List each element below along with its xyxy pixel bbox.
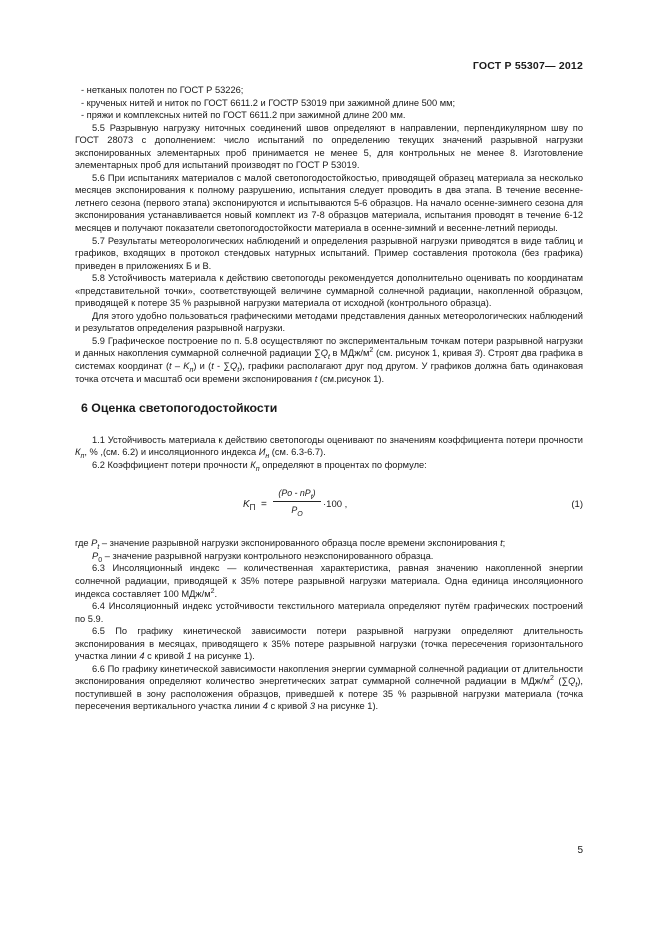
page-number: 5 <box>577 845 583 856</box>
document-body <box>75 84 583 713</box>
formula-1 <box>75 487 583 533</box>
formula-denominator: $P_O$ <box>291 505 303 519</box>
paragraph-5-6: 5.6 При испытаниях материалов с малой светопогодостойкостью, приводящей образец материала за несколько месяцев экспонирования к полному разрушению, испытания следует проводить в два этапа. В течение весенне-летнего сезона (первого этапа) экспонируются и испытываются 5-6 образцов. На начало осенне-зимнего сезона для экспонирования устанавливается новый комплект из 7-8 образцов материала, испытания проводят в течение 6-12 месяцев и получают показатели светопогодостойкости материала в осенне-зимний и весенне-летний периоды. <box>75 172 583 234</box>
list-item: - нетканых полотен по ГОСТ Р 53226; <box>81 85 244 95</box>
paragraph-6-2: 6.2 Коэффициент потери прочности $К_п$ определяют в процентах по формуле: <box>92 459 427 473</box>
list-item: - крученых нитей и ниток по ГОСТ 6611.2 и ГОСТР 53019 при зажимной длине 500 мм; <box>81 97 456 108</box>
formula-where-p0: $P_0$ – значение разрывной нагрузки контрольного неэкспонированного образца. <box>92 550 434 564</box>
formula-equals: = <box>261 499 267 511</box>
paragraph-6-3: 6.3 Инсоляционный индекс — количественная характеристика, равная значению накопленной энергии солнечной радиации, приводящей к 35% потере разрывной нагрузки материала. Одна единица инсоляционного индекса составляет 100 МДж/$м^2$. <box>75 563 583 599</box>
paragraph-5-9: 5.9 Графическое построение по п. 5.8 осуществляют по экспериментальным точкам потери разрывной нагрузки и данных накопления суммарной солнечной радиации $\sum Q_t$ в МДж/$м^2$ (см. рисунок 1, кривая 3). Строят два графика в системах координат $(t - K_п)$ и $(t - \sum Q_t)$, графики располагают друг под другом. У графиков должна бать одинаковая точка отсчета и масштаб оси времени экспонирования t (см.рисунок 1). <box>75 335 583 384</box>
paragraph-5-5: 5.5 Разрывную нагрузку ниточных соединений швов определяют в направлении, перпендикулярном шву по ГОСТ 28073 с дополнением: число испытаний по определению текущих значений разрывной нагрузки экспонированных элементарных проб принимается не менее 5, для контрольных не менее 8. Изготовление элементарных проб для испытаний производят по ГОСТ Р 53019. <box>75 122 583 171</box>
formula-number: (1) <box>571 499 583 511</box>
paragraph-5-7: 5.7 Результаты метеорологических наблюдений и определения разрывной нагрузки приводятся в виде таблиц и графиков, входящих в протокол стендовых натурных испытаний. Пример составления протокола (без графика) приведен в приложениях Б и В. <box>75 235 583 271</box>
formula-fraction-bar <box>273 501 321 502</box>
formula-where-pt: где $P_t$ – значение разрывной нагрузки экспонированного образца после времени экспонирования t; <box>75 538 506 552</box>
paragraph-6-1: 1.1 Устойчивость материала к действию светопогоды оценивают по значениям коэффициента потери прочности $К_п$, % ,(см. 6.2) и инсоляционного индекса $И_н$ (см. 6.3-6.7). <box>75 434 583 461</box>
section-6-heading: 6 Оценка светопогодостойкости <box>81 401 278 416</box>
paragraph-6-4: 6.4 Инсоляционный индекс устойчивости текстильного материала определяют путём графических построений по 5.9. <box>75 601 583 624</box>
page-header-standard: ГОСТ Р 55307— 2012 <box>472 60 583 72</box>
formula-multiplier: ·100 , <box>323 499 348 511</box>
paragraph-5-8-note: Для этого удобно пользоваться графическими методами представления данных метеорологических наблюдений и результатов определения разрывной нагрузки. <box>75 310 583 334</box>
formula-numerator: $(Po - nP_t)$ <box>278 488 316 502</box>
paragraph-6-5: 6.5 По графику кинетической зависимости потери разрывной нагрузки определяют длительность экспонирования в месяцах, приводящего к 35% потере разрывной нагрузки (точка пересечения горизонтального участка линии 4 с кривой 1 на рисунке 1). <box>75 626 583 662</box>
paragraph-5-8: 5.8 Устойчивость материала к действию светопогоды рекомендуется дополнительно оценивать по координатам «представительной точки», соответствующей величине суммарной солнечной радиации, накопленной образцом, приводящей к потере 35 % разрывной нагрузки материала от исходной (контрольного образца). <box>75 273 583 309</box>
paragraph-6-6: 6.6 По графику кинетической зависимости накопления энергии суммарной солнечной радиации от длительности экспонирования определяют количество энергетических затрат суммарной солнечной радиации в МДж/$м^2$ $(\sum Q_t)$, поступившей в зону расположения образцов, приведшей к потере 35 % разрывной нагрузки материала (точка пересечения вертикального участка линии 4 с кривой 3 на рисунке 1). <box>75 663 583 712</box>
formula-lhs: $K_П$ <box>243 499 256 513</box>
list-item: - пряжи и комплексных нитей по ГОСТ 6611.2 при зажимной длине 200 мм. <box>81 110 406 121</box>
